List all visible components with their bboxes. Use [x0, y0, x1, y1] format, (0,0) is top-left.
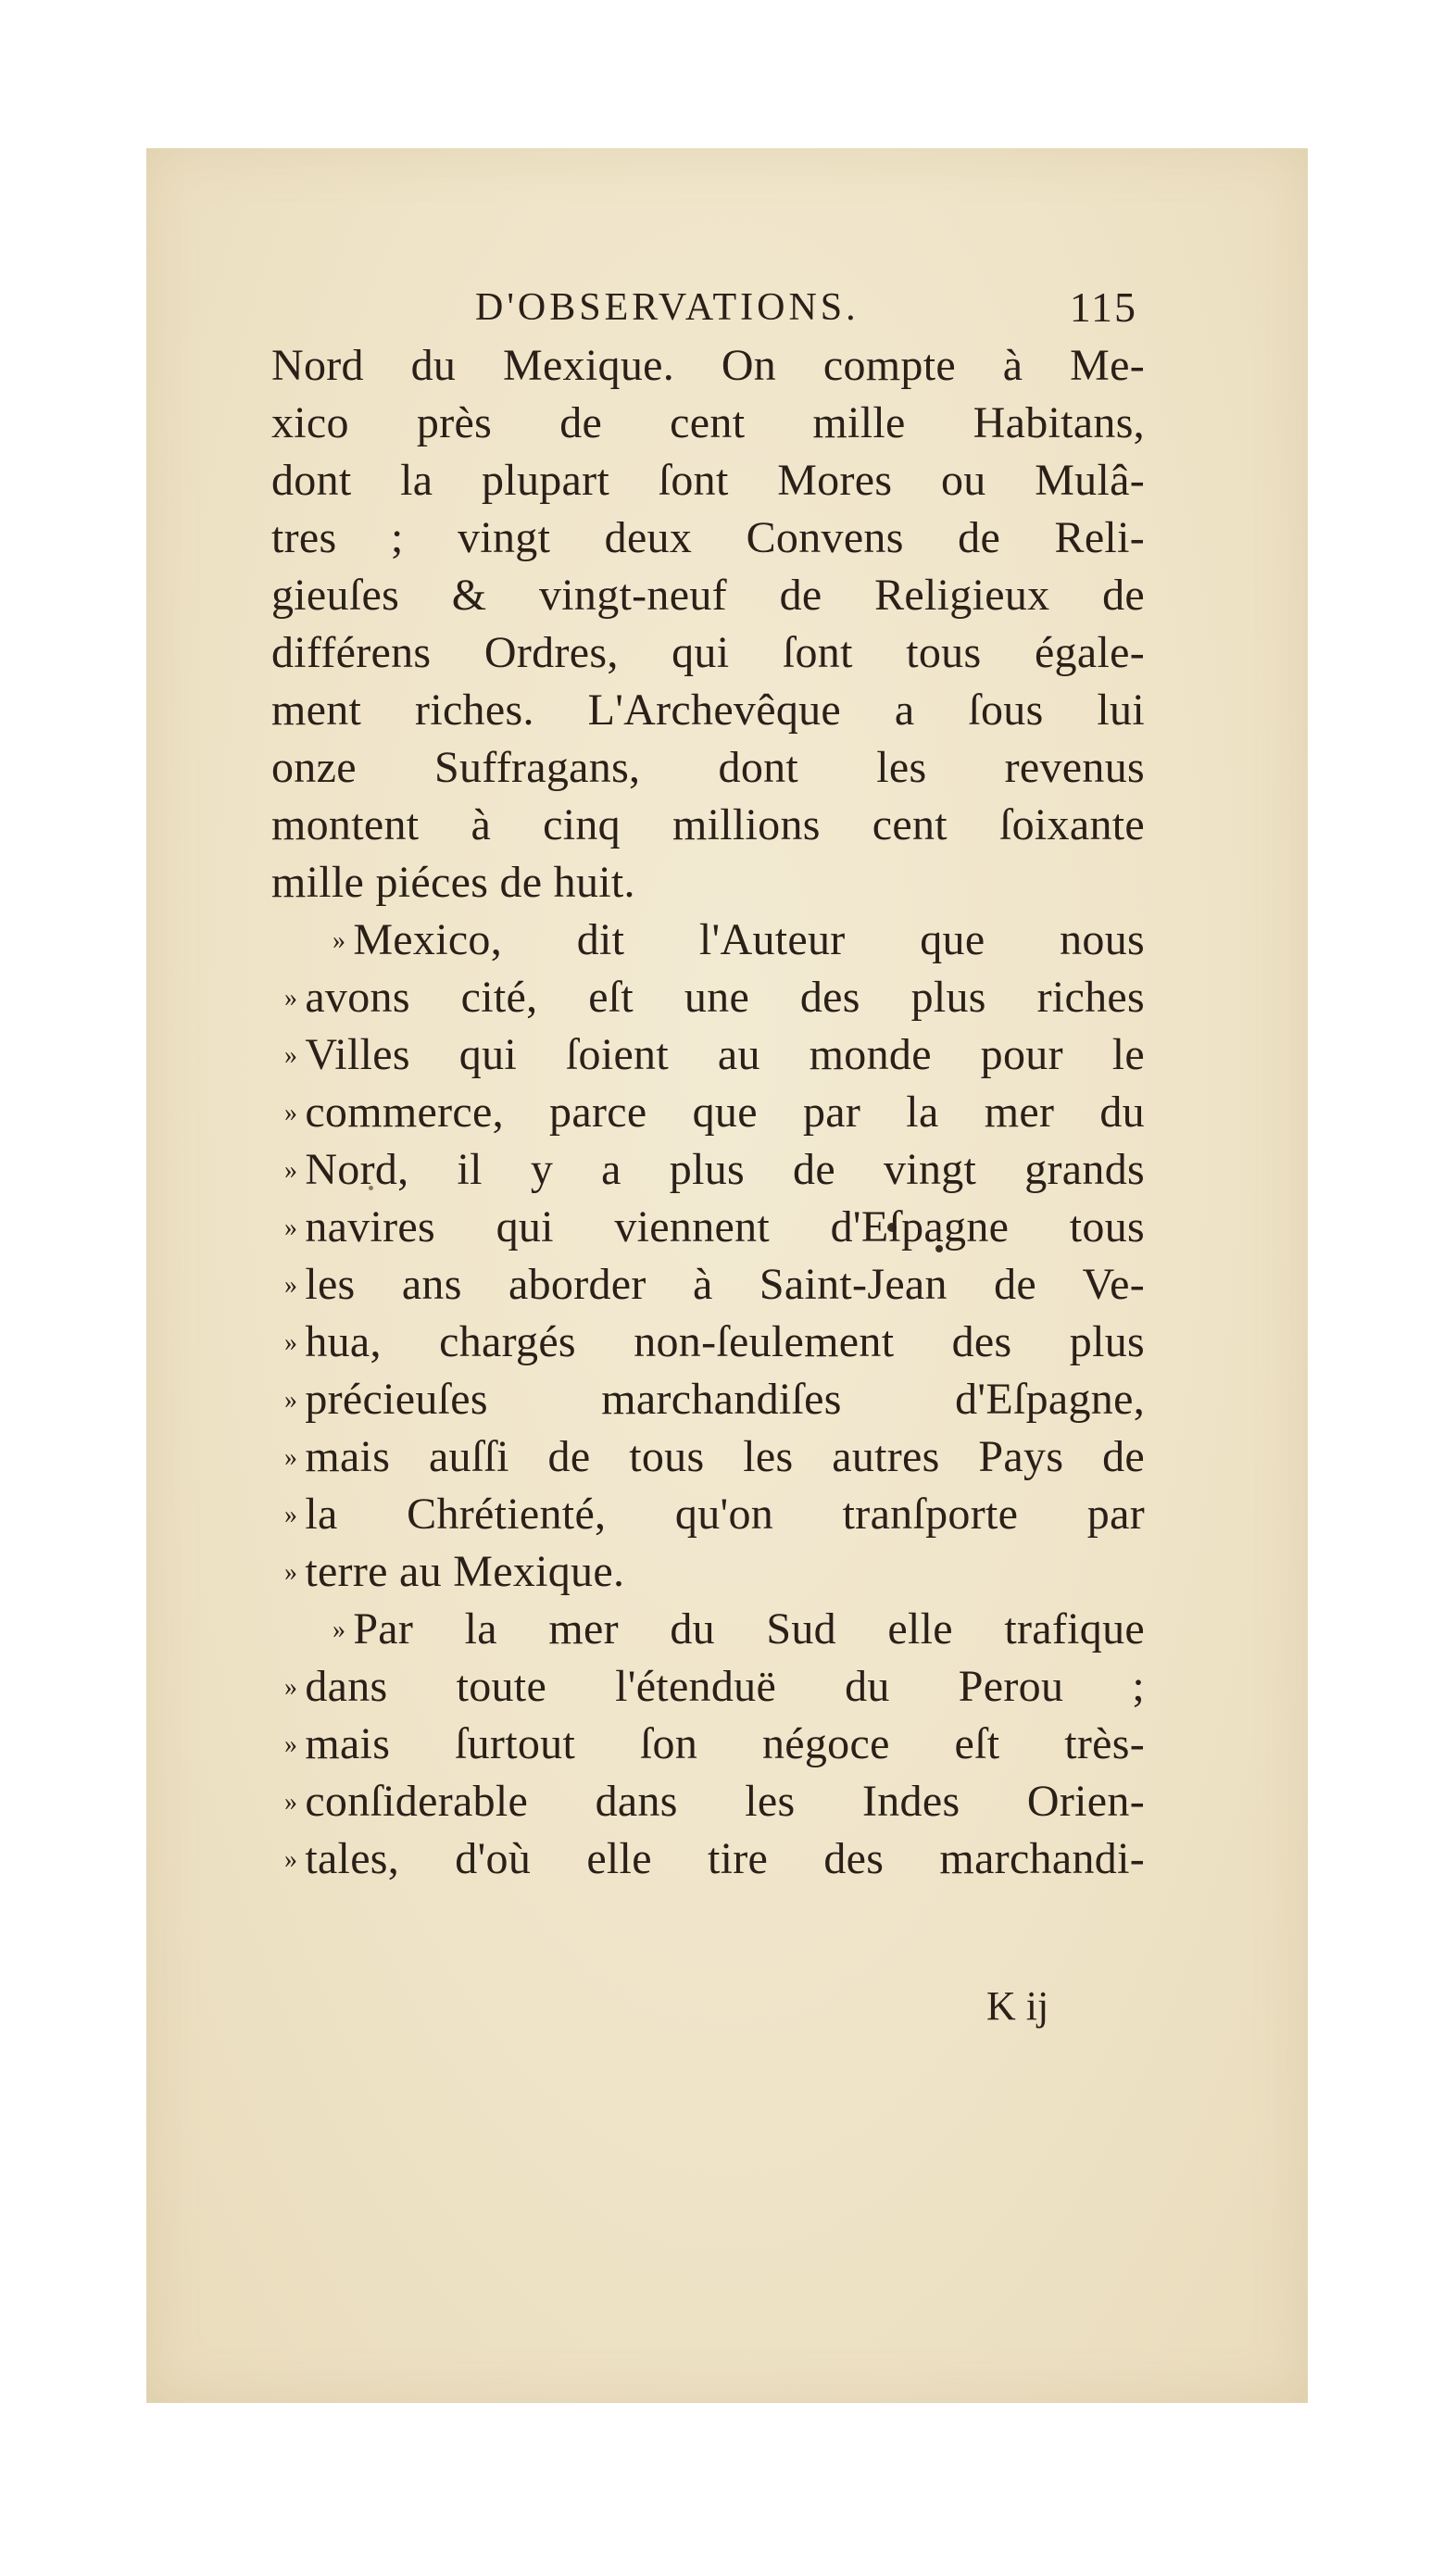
text-line: tres ; vingt deux Convens de Reli-	[271, 513, 1145, 562]
quoted-line	[271, 1026, 1145, 1084]
quoted-line	[271, 1830, 1145, 1888]
guillemet-mark: »	[284, 1099, 298, 1127]
quoted-line	[271, 1543, 1145, 1601]
guillemet-mark: »	[284, 1558, 298, 1587]
quoted-line-text: précieuſes marchandiſes d'Eſpagne,	[305, 1375, 1145, 1424]
quoted-line-text: Mexico, dit l'Auteur que nous	[353, 915, 1145, 964]
quoted-line	[271, 1658, 1145, 1716]
guillemet-mark: »	[284, 1845, 298, 1874]
quoted-line-text: conſiderable dans les Indes Orien-	[305, 1777, 1145, 1826]
guillemet-mark: »	[284, 984, 298, 1012]
text-line: différens Ordres, qui ſont tous égale-	[271, 628, 1145, 677]
guillemet-mark: »	[284, 1328, 298, 1357]
quoted-line	[271, 1141, 1145, 1199]
guillemet-mark: »	[333, 926, 346, 955]
signature-mark: K ij	[986, 1983, 1049, 2029]
text-line: gieuſes & vingt-neuf de Religieux de	[271, 571, 1145, 620]
text-line: xico près de cent mille Habitans,	[271, 398, 1145, 447]
quoted-line	[271, 1716, 1145, 1773]
guillemet-mark: »	[284, 1730, 298, 1759]
guillemet-mark: »	[284, 1673, 298, 1702]
quoted-line-text: hua, chargés non-ſeulement des plus	[305, 1317, 1145, 1366]
text-line: ment riches. L'Archevêque a ſous lui	[271, 685, 1145, 735]
running-head-title: D'OBSERVATIONS.	[475, 286, 860, 329]
quoted-line-text: tales, d'où elle tire des marchandi-	[305, 1834, 1145, 1883]
text-line: mille piéces de huit.	[271, 858, 635, 907]
quoted-line	[271, 1773, 1145, 1830]
quoted-line-text: avons cité, eſt une des plus riches	[305, 973, 1145, 1022]
quoted-line	[271, 912, 1145, 969]
quoted-line	[271, 969, 1145, 1026]
quoted-line-text: la Chrétienté, qu'on tranſporte par	[305, 1490, 1145, 1539]
quoted-line-text: commerce, parce que par la mer du	[305, 1088, 1145, 1137]
quoted-line-text: Par la mer du Sud elle trafique	[353, 1604, 1145, 1654]
guillemet-mark: »	[284, 1443, 298, 1472]
guillemet-mark: »	[284, 1788, 298, 1817]
quoted-line	[271, 1314, 1145, 1371]
running-head	[271, 278, 1145, 337]
quoted-line-text: terre au Mexique.	[305, 1547, 625, 1596]
quoted-line	[271, 1199, 1145, 1256]
quoted-line	[271, 1486, 1145, 1543]
quoted-line	[271, 1428, 1145, 1486]
quoted-line-text: les ans aborder à Saint-Jean de Ve-	[305, 1260, 1145, 1309]
quoted-line-text: dans toute l'étenduë du Perou ;	[305, 1662, 1145, 1711]
guillemet-mark: »	[284, 1156, 298, 1185]
guillemet-mark: »	[284, 1271, 298, 1300]
text-line: onze Suffragans, dont les revenus	[271, 743, 1145, 792]
quoted-line	[271, 1371, 1145, 1428]
quoted-line	[271, 1256, 1145, 1314]
page-text	[271, 278, 1145, 1888]
quoted-line-text: mais auſſi de tous les autres Pays de	[305, 1432, 1145, 1481]
page-number: 115	[1069, 283, 1137, 331]
guillemet-mark: »	[284, 1386, 298, 1415]
quoted-line	[271, 1601, 1145, 1658]
quoted-line-text: navires qui viennent d'Eſpagne tous	[305, 1202, 1145, 1251]
text-line: Nord du Mexique. On compte à Me-	[271, 341, 1145, 390]
quoted-line-text: Nord, il y a plus de vingt grands	[305, 1145, 1145, 1194]
text-line: montent à cinq millions cent ſoixante	[271, 800, 1145, 849]
guillemet-mark: »	[333, 1616, 346, 1644]
quoted-line-text: Villes qui ſoient au monde pour le	[305, 1030, 1145, 1079]
guillemet-mark: »	[284, 1041, 298, 1070]
text-line: dont la plupart ſont Mores ou Mulâ-	[271, 456, 1145, 505]
guillemet-mark: »	[284, 1501, 298, 1529]
guillemet-mark: »	[284, 1214, 298, 1242]
quoted-line-text: mais ſurtout ſon négoce eſt très-	[305, 1719, 1145, 1768]
quoted-line	[271, 1084, 1145, 1141]
